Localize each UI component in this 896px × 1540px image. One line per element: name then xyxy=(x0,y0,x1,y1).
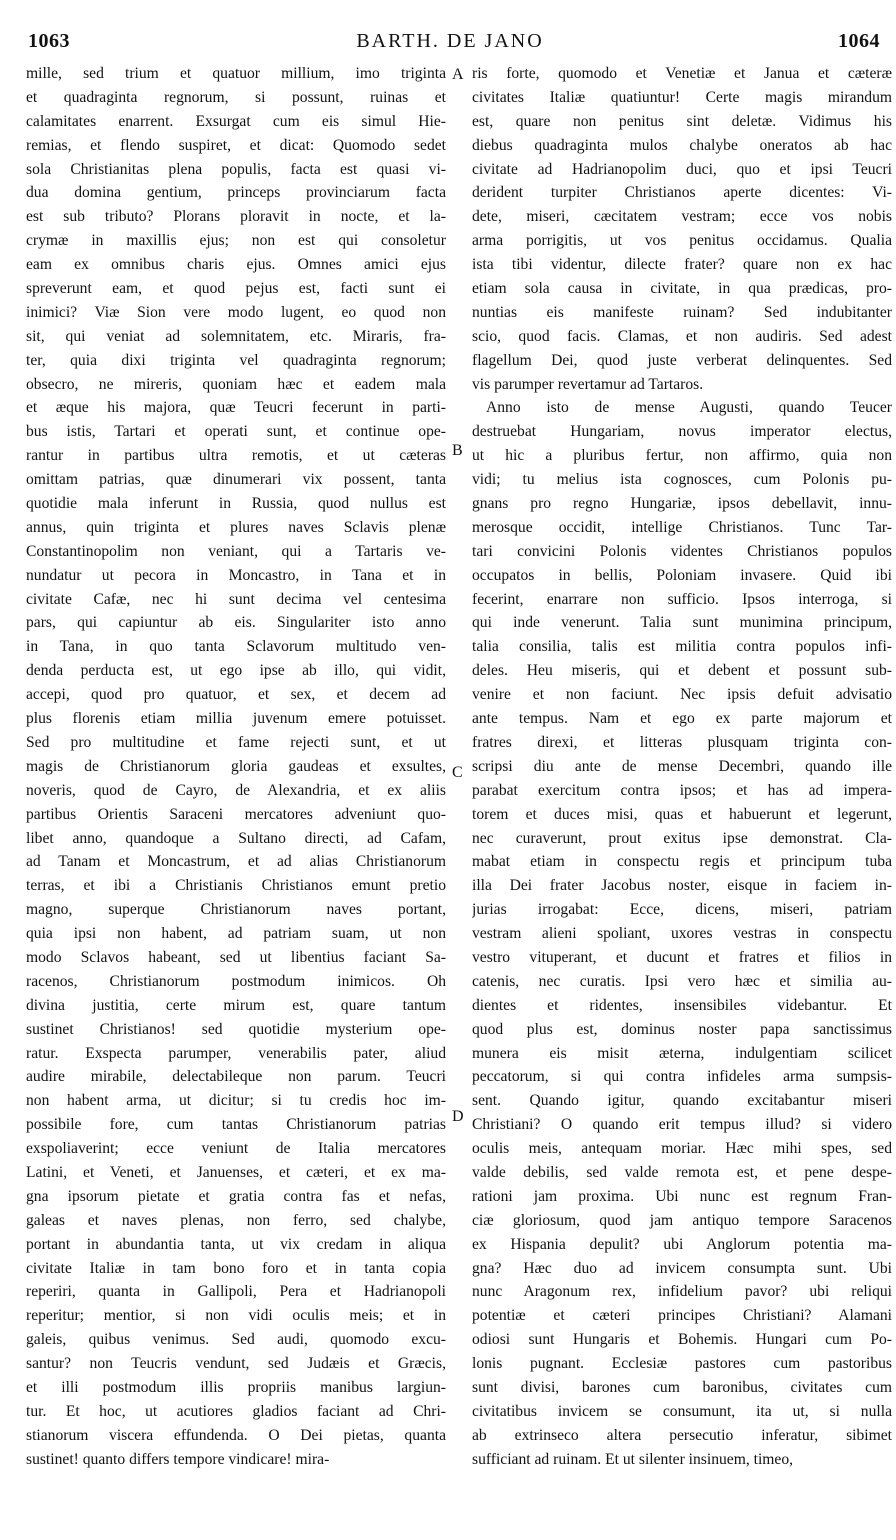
text-line: munera eis misit æterna, indulgentiam scilicet xyxy=(472,1044,892,1062)
text-line: eam ex omnibus charis ejus. Omnes amici ejus xyxy=(26,256,446,274)
text-line: Constantinopolim non veniant, qui a Tartaris ve- xyxy=(26,542,446,560)
text-line: potentiæ et cæteri principes Christiani? Alamani xyxy=(472,1307,892,1325)
margin-letter-d: D xyxy=(452,1108,464,1125)
text-line: ut hic a pluribus fertur, non affirmo, quia non xyxy=(472,447,892,465)
text-line: scio, quod facis. Clamas, et non audiris. Sed adest xyxy=(472,327,892,345)
running-head: BARTH. DE JANO xyxy=(356,30,544,52)
text-line: quod plus est, dominus noster papa sanctissimus xyxy=(472,1020,892,1038)
text-line: non habent arma, ut dicitur; si tu credis hoc im- xyxy=(26,1092,446,1110)
text-line: rationi jam proxima. Ubi nunc est regnum Fran- xyxy=(472,1187,892,1205)
text-line: quotidie mala inferunt in Russia, quod nullus est xyxy=(26,495,446,513)
text-line: terras, et ibi a Christianis Christianos emunt pretio xyxy=(26,877,446,895)
text-line: sunt divisi, barones cum baronibus, civitates cum xyxy=(472,1378,892,1396)
margin-letter-b: B xyxy=(452,442,463,459)
text-line: noveris, quod de Cayro, de Alexandria, et ex aliis xyxy=(26,781,446,799)
text-line: Anno isto de mense Augusti, quando Teucer xyxy=(486,399,892,417)
text-line: gna ipsorum pietate et gratia contra fas et nefas, xyxy=(26,1187,446,1205)
text-line: peccatorum, si qui contra infideles arma sumpsis- xyxy=(472,1068,892,1086)
page-number-left: 1063 xyxy=(28,30,70,52)
text-line: destruebat Hungariam, novus imperator electus, xyxy=(472,423,892,441)
text-line: etiam sola causa in civitate, in qua prædicas, pro- xyxy=(472,280,892,298)
text-line: nunc Aragonum rex, infidelium pavor? ubi reliqui xyxy=(472,1283,892,1301)
text-line: civitatibus invicem se consumunt, ita ut, si nulla xyxy=(472,1402,892,1420)
text-line: dua domina gentium, princeps provinciarum facta xyxy=(26,184,446,202)
text-line: calamitates enarrent. Exsurgat cum eis simul Hie- xyxy=(26,112,446,130)
text-line: parabat exercitum contra ipsos; et has ad impera- xyxy=(472,781,892,799)
text-line: jurias irrogabat: Ecce, dicens, miseri, patriam xyxy=(472,901,892,919)
text-line: flagellum Dei, quod juste verberat delinquentes. Sed xyxy=(472,351,892,369)
text-line: denda perducta est, ut ego ipse ab illo, qui vidit, xyxy=(26,662,446,680)
text-line: ista tibi videntur, dilecte frater? quare non ex hac xyxy=(472,256,892,274)
text-line: et quadraginta regnorum, si possunt, ruinas et xyxy=(26,88,446,106)
text-line: omittam patrias, quæ dinumerari vix possent, tanta xyxy=(26,471,446,489)
text-line: nundatur ut pecora in Moncastro, in Tana et in xyxy=(26,566,446,584)
text-line: crymæ in maxillis ejus; non est qui consoletur xyxy=(26,232,446,250)
text-line: illa Dei frater Jacobus noster, eisque in faciem in- xyxy=(472,877,892,895)
text-line: ab extrinseco altera persecutio inferatur, sibimet xyxy=(472,1426,892,1444)
text-line: ciæ gloriosum, quod jam antiquo tempore Saracenos xyxy=(472,1211,892,1229)
text-line: ex Hispania depulit? ubi Anglorum potentia ma- xyxy=(472,1235,892,1253)
text-line: sent. Quando igitur, quando excitabantur miseri xyxy=(472,1092,892,1110)
page-header xyxy=(20,30,880,64)
text-line: dete, miseri, cæcitatem vestram; ecce vos nobis xyxy=(472,208,892,226)
text-line: venire et non faciunt. Nec ipsis defuit advisatio xyxy=(472,686,892,704)
text-line: torem et duces misi, quas et habuerunt et legerunt, xyxy=(472,805,892,823)
right-column xyxy=(472,62,892,1472)
text-line: galeas et naves plenas, non ferro, sed chalybe, xyxy=(26,1211,446,1229)
text-line: bus istis, Tartari et operati sunt, et continue ope- xyxy=(26,423,446,441)
text-line: scripsi diu ante de mense Decembri, quando ille xyxy=(472,757,892,775)
text-line: inimici? Viæ Sion vere modo lugent, eo quod non xyxy=(26,303,446,321)
text-line: est sub tributo? Plorans ploravit in nocte, et la- xyxy=(26,208,446,226)
text-line: vidi; tu melius ista cognosces, cum Polonis pu- xyxy=(472,471,892,489)
text-line: partibus Orientis Saraceni mercatores adveniunt quo- xyxy=(26,805,446,823)
text-line: ad Tanam et Moncastrum, et ad alias Christianorum xyxy=(26,853,446,871)
text-line: tur. Et hoc, ut acutiores gladios faciant ad Chri- xyxy=(26,1402,446,1420)
text-line: civitates Italiæ quatiuntur! Certe magis mirandum xyxy=(472,88,892,106)
text-line: diebus quadraginta mulos chalybe oneratos ab hac xyxy=(472,136,892,154)
text-line: modo Sclavos habeant, sed ut libentius faciant Sa- xyxy=(26,948,446,966)
text-line: vis parumper revertamur ad Tartaros. xyxy=(472,375,704,393)
text-line: ante tempus. Nam et ego ex parte majorum et xyxy=(472,710,892,728)
text-line: reperitur; mentior, si non vidi oculis meis; et in xyxy=(26,1307,446,1325)
text-line: civitate ad Hadrianopolim duci, quo et ipsi Teucri xyxy=(472,160,892,178)
text-line: mille, sed trium et quatuor millium, imo triginta xyxy=(26,65,446,82)
text-line: gna? Hæc duo ad invicem consumpta sunt. Ubi xyxy=(472,1259,892,1277)
text-line: et illi postmodum illis propriis manibus largiun- xyxy=(26,1378,446,1396)
text-line: fratres direxi, et litteras plusquam triginta con- xyxy=(472,733,892,751)
text-line: et æque his majora, quæ Teucri fecerunt in parti- xyxy=(26,399,446,417)
text-line: gnans pro regno Hungariæ, ipsos debellavit, innu- xyxy=(472,495,892,513)
text-line: obsecro, ne mireris, quoniam hæc et eadem mala xyxy=(26,375,446,393)
text-line: annus, quin triginta et plures naves Sclavis plenæ xyxy=(26,518,446,536)
text-line: vestro vituperant, et ducunt et fratres et filios in xyxy=(472,948,892,966)
text-line: ris forte, quomodo et Venetiæ et Janua et cæteræ xyxy=(472,65,892,82)
text-line: odiosi sunt Hungaris et Bohemis. Hungari cum Po- xyxy=(472,1331,892,1349)
text-line: remias, et flendo suspiret, et dicat: Quomodo sedet xyxy=(26,136,446,154)
text-line: accepi, quod pro quatuor, et sex, et decem ad xyxy=(26,686,446,704)
text-line: arma porrigitis, ut vos penitus occidamus. Qualia xyxy=(472,232,892,250)
text-line: ter, quia dixi triginta vel quadraginta regnorum; xyxy=(26,351,446,369)
text-line: est, quare non penitus sint deletæ. Vidimus his xyxy=(472,112,892,130)
text-line: qui inde venerunt. Talia sunt munimina principum, xyxy=(472,614,892,632)
text-line: santur? non Teucris vendunt, sed Judæis et Græcis, xyxy=(26,1355,446,1373)
text-line: possibile fore, cum tantas Christianorum patrias xyxy=(26,1116,446,1134)
text-line: stianorum viscera effundenda. O Dei pietas, quanta xyxy=(26,1426,446,1444)
text-line: dientes et ridentes, insensibiles videbantur. Et xyxy=(472,996,892,1014)
text-line: magno, superque Christianorum naves portant, xyxy=(26,901,446,919)
text-line: racenos, Christianorum postmodum inimicos. Oh xyxy=(26,972,446,990)
text-line: galeis, quibus venimus. Sed audi, quomodo excu- xyxy=(26,1331,446,1349)
text-line: sufficiant ad ruinam. Et ut silenter insinuem, timeo, xyxy=(472,1450,794,1468)
text-line: catenis, nec curatis. Ipsi vero hæc et similia au- xyxy=(472,972,892,990)
text-line: valde debilis, sed valde remota est, et pene despe- xyxy=(472,1163,892,1181)
text-line: audire mirabile, delectabileque non parum. Teucri xyxy=(26,1068,446,1086)
text-line: occupatos in bellis, Poloniam invasere. Quid ibi xyxy=(472,566,892,584)
text-line: Sed pro multitudine et fame rejecti sunt, et ut xyxy=(26,733,446,751)
page-number-right: 1064 xyxy=(838,30,880,52)
text-line: fecerint, enarrare non sufficio. Ipsos interroga, si xyxy=(472,590,892,608)
text-line: vestram alieni spoliant, uxores vestras in conspectu xyxy=(472,925,892,943)
text-line: magis de Christianorum gloria gaudeas et exsultes, xyxy=(26,757,446,775)
text-line: nuntias eis manifeste ruinam? Sed indubitanter xyxy=(472,303,892,321)
text-line: exspoliaverint; ecce veniunt de Italia mercatores xyxy=(26,1140,446,1158)
text-line: plus florenis etiam millia juvenum emere potuisset. xyxy=(26,710,446,728)
text-line: civitate Cafæ, nec hi sunt decima vel centesima xyxy=(26,590,446,608)
text-line: merosque occidit, intellige Christianos. Tunc Tar- xyxy=(472,518,892,536)
margin-letter-c: C xyxy=(452,764,463,781)
text-line: spreverunt eam, et quod pejus est, facti sunt ei xyxy=(26,280,446,298)
text-line: ratur. Exspecta parumper, venerabilis pater, aliud xyxy=(26,1044,446,1062)
text-line: quia ipsi non habent, ad patriam suam, ut non xyxy=(26,925,446,943)
text-line: lonis pugnant. Ecclesiæ pastores cum pastoribus xyxy=(472,1355,892,1373)
text-line: talia consilia, talis est militia contra populos infi- xyxy=(472,638,892,656)
text-line: in Tana, in quo tanta Sclavorum multitudo ven- xyxy=(26,638,446,656)
text-line: portant in abundantia tanta, ut vix credam in aliqua xyxy=(26,1235,446,1253)
text-line: sustinet! quanto differs tempore vindicare! mira- xyxy=(26,1450,330,1468)
text-line: reperiri, quanta in Gallipoli, Pera et Hadrianopoli xyxy=(26,1283,446,1301)
text-line: Latini, et Veneti, et Januenses, et cæteri, et ex ma- xyxy=(26,1163,446,1181)
text-line: libet anno, quandoque a Sultano directi, ad Cafam, xyxy=(26,829,446,847)
text-line: derident turpiter Christianos aperte dicentes: Vi- xyxy=(472,184,892,202)
left-column xyxy=(26,62,446,1472)
text-line: civitate Italiæ in tam bono foro et in tanta copia xyxy=(26,1259,446,1277)
text-line: sit, qui veniat ad solemnitatem, etc. Miraris, fra- xyxy=(26,327,446,345)
text-line: divina justitia, certe mirum est, quare tantum xyxy=(26,996,446,1014)
text-line: Christiani? O quando erit tempus illud? si videro xyxy=(472,1116,892,1134)
text-line: deles. Heu miseris, qui et debent et possunt sub- xyxy=(472,662,892,680)
text-line: tari convicini Polonis videntes Christianos populos xyxy=(472,542,892,560)
text-line: pars, qui capiuntur ab eis. Singulariter isto anno xyxy=(26,614,446,632)
text-line: mabat etiam in conspectu regis et principum tuba xyxy=(472,853,892,871)
text-line: sola Christianitas plena populis, facta est quasi vi- xyxy=(26,160,446,178)
text-line: oculis meis, antequam moriar. Hæc mihi spes, sed xyxy=(472,1140,892,1158)
text-line: nec curaverunt, prout exitus ipse demonstrat. Cla- xyxy=(472,829,892,847)
margin-letter-a: A xyxy=(452,66,464,83)
text-line: rantur in partibus ultra remotis, et ut cæteras xyxy=(26,447,446,465)
text-line: sustinet Christianos! sed quotidie mysterium ope- xyxy=(26,1020,446,1038)
